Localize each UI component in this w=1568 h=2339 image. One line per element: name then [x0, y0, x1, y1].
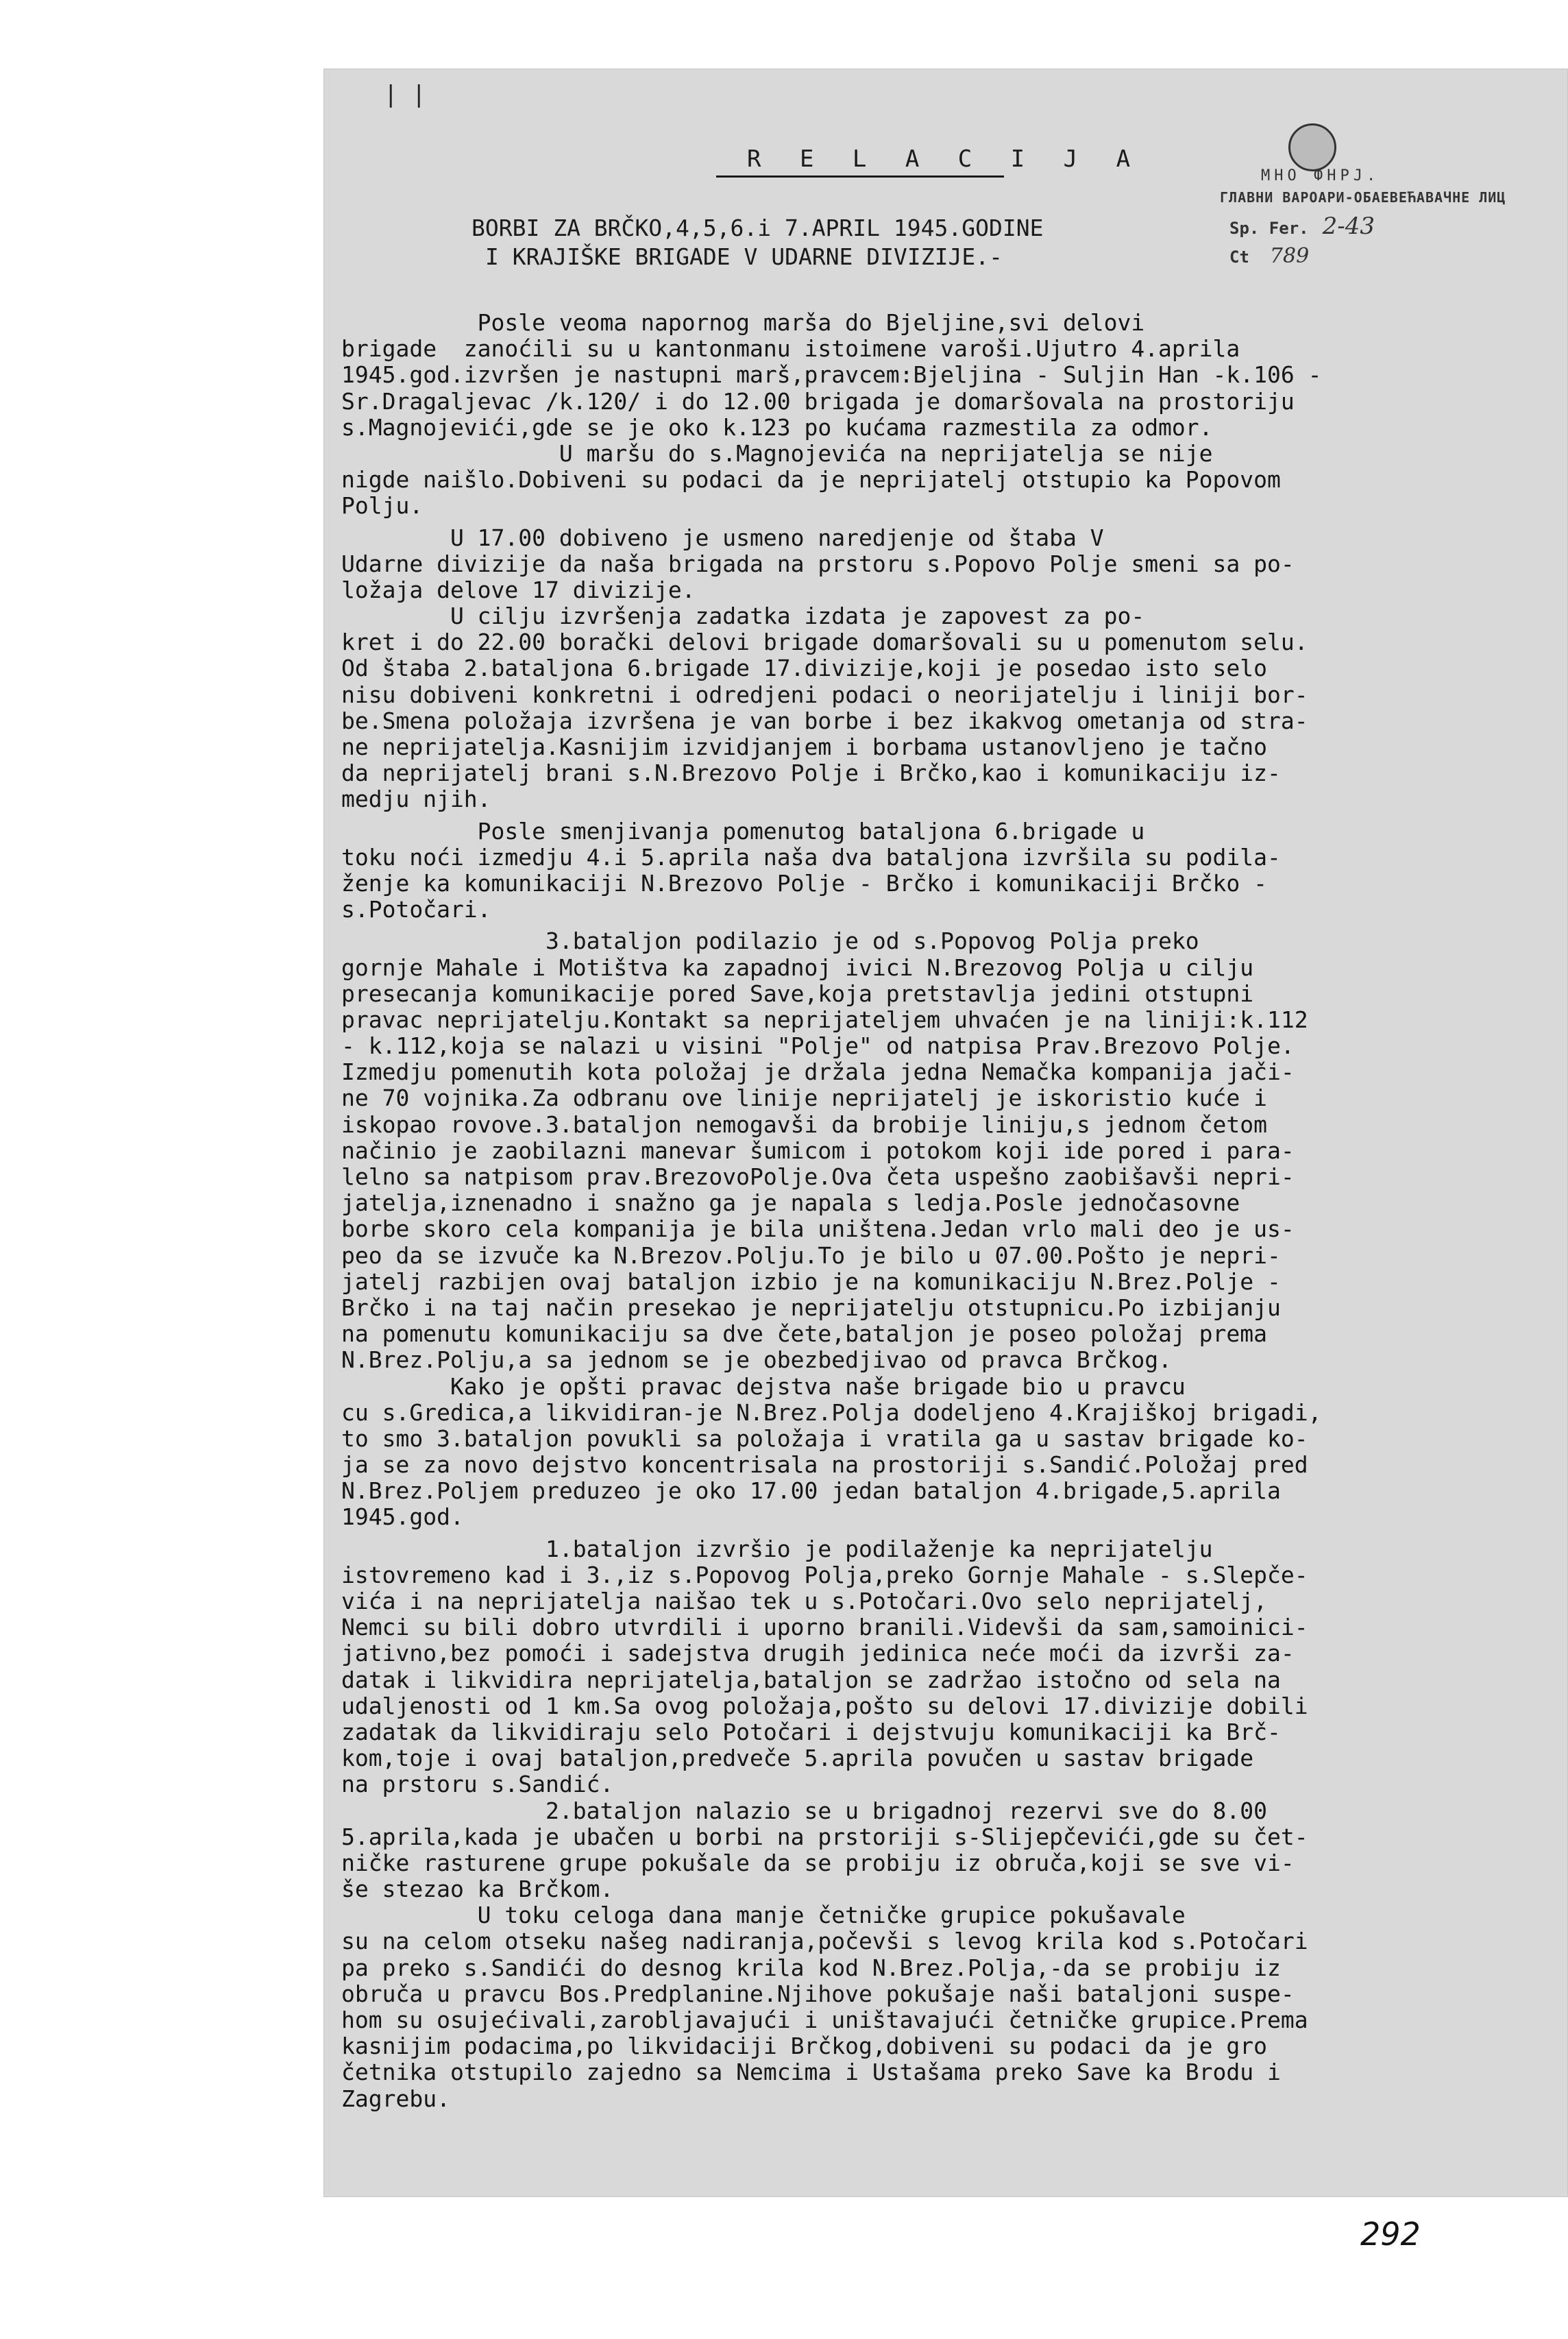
body-line: ženje ka komunikaciji N.Brezovo Polje - Brčko i komunikaciji Brčko -	[341, 869, 1268, 897]
body-line: - k.112,koja se nalazi u visini "Polje" od natpisa Prav.Brezovo Polje.	[341, 1032, 1295, 1060]
body-line: Brčko i na taj način presekao je neprijatelju otstupnicu.Po izbijanju	[341, 1294, 1281, 1321]
body-line: iskopao rovove.3.bataljon nemogavši da brobije liniju,s jednom četom	[341, 1111, 1268, 1138]
body-line: Nemci su bili dobro utvrdili i uporno branili.Videvši da sam,samoinici-	[341, 1614, 1308, 1641]
body-line: jatelja,iznenadno i snažno ga je napala s ledja.Posle jednočasovne	[341, 1189, 1240, 1217]
body-line: Polju.	[341, 492, 424, 520]
stamp-label: Sp. Fer.	[1229, 219, 1309, 238]
body-line: udaljenosti od 1 km.Sa ovog položaja,pošto su delovi 17.divizije dobili	[341, 1692, 1308, 1719]
body-line: medju njih.	[341, 786, 491, 813]
body-line: brigade zanoćili su u kantonmanu istoimene varoši.Ujutro 4.aprila	[341, 335, 1240, 363]
stamp-line	[1229, 244, 1309, 268]
body-line: na prstoru s.Sandić.	[341, 1771, 614, 1798]
body-line: gornje Mahale i Motištva ka zapadnoj ivici N.Brezovog Polja u cilju	[341, 954, 1254, 981]
body-line: nigde naišlo.Dobiveni su podaci da je neprijatelj otstupio ka Popovom	[341, 466, 1281, 494]
body-line: toku noći izmedju 4.i 5.aprila naša dva bataljona izvršila su podila-	[341, 843, 1281, 871]
body-line: cu s.Gredica,a likvidiran-je N.Brez.Polja dodeljeno 4.Krajiškoj brigadi,	[341, 1398, 1322, 1426]
body-line: 1.bataljon izvršio je podilaženje ka neprijatelju	[341, 1535, 1213, 1562]
body-line: zadatak da likvidiraju selo Potočari i dejstvuju komunikaciji ka Brč-	[341, 1718, 1281, 1745]
body-line: ničke rasturene grupe pokušale da se probiju iz obruča,koji se sve vi-	[341, 1849, 1295, 1876]
body-line: 1945.god.izvršen je nastupni marš,pravcem:Bjeljina - Suljin Han -k.106 -	[341, 361, 1322, 389]
body-line: Izmedju pomenutih kota položaj je držala jedna Nemačka kompanija jači-	[341, 1058, 1295, 1086]
stamp-line: ГЛАВНИ ВАРОАРИ-ОБАЕВЕЋАВАЧНЕ ЛИЦ	[1220, 189, 1506, 206]
emblem-icon	[1288, 123, 1336, 171]
stamp-handwritten-value: 2-43	[1322, 213, 1375, 240]
body-line: borbe skoro cela kompanija je bila uništena.Jedan vrlo mali deo je us-	[341, 1215, 1295, 1243]
body-line: N.Brez.Poljem preduzeo je oko 17.00 jedan bataljon 4.brigade,5.aprila	[341, 1477, 1281, 1505]
body-line: U maršu do s.Magnojevića na neprijatelja se nije	[341, 439, 1213, 467]
body-line: Zagrebu.	[341, 2085, 450, 2112]
body-line: 5.aprila,kada je ubačen u borbi na prstoriji s-Slijepčevići,gde su čet-	[341, 1823, 1308, 1850]
document-title: R E L A C I J A	[747, 145, 1143, 173]
body-line: vića i na neprijatelja naišao tek u s.Potočari.Ovo selo neprijatelj,	[341, 1588, 1268, 1614]
body-line: be.Smena položaja izvršena je van borbe i bez ikakvog ometanja od stra-	[341, 707, 1308, 734]
stamp-line: MHO ФHPJ.	[1261, 167, 1380, 184]
body-line: četnika otstupilo zajedno sa Nemcima i Ustašama preko Save ka Brodu i	[341, 2059, 1281, 2086]
body-line: Sr.Dragaljevac /k.120/ i do 12.00 brigada je domaršovala na prostoriju	[341, 387, 1295, 415]
document-subtitle	[471, 214, 1191, 271]
body-line: to smo 3.bataljon povukli sa položaja i vratila ga u sastav brigade ko-	[341, 1425, 1308, 1452]
body-line: Posle smenjivanja pomenutog bataljona 6.brigade u	[341, 817, 1145, 845]
body-line: 1945.god.	[341, 1503, 464, 1531]
body-line: jativno,bez pomoći i sadejstva drugih jedinica neće moći da izvrši za-	[341, 1640, 1295, 1667]
body-line: ne 70 vojnika.Za odbranu ove linije neprijatelj je iskoristio kuće i	[341, 1084, 1268, 1112]
body-line: U toku celoga dana manje četničke grupice pokušavale	[341, 1902, 1186, 1929]
body-line: U cilju izvršenja zadatka izdata je zapovest za po-	[341, 603, 1145, 630]
body-line: s.Magnojevići,gde se je oko k.123 po kućama razmestila za odmor.	[341, 413, 1213, 441]
body-line: na pomenutu komunikaciju sa dve čete,bataljon je poseo položaj prema	[341, 1320, 1268, 1348]
body-line: lelno sa natpisom prav.BrezovoPolje.Ova četa uspešno zaobišavši nepri-	[341, 1163, 1295, 1190]
body-line: su na celom otseku našeg nadiranja,počevši s levog krila kod s.Potočari	[341, 1928, 1308, 1955]
body-line: Kako je opšti pravac dejstva naše brigade bio u pravcu	[341, 1372, 1186, 1400]
body-line: pravac neprijatelju.Kontakt sa neprijateljem uhvaćen je na liniji:k.112	[341, 1006, 1308, 1033]
body-line: N.Brez.Polju,a sa jednom se je obezbedjivao od pravca Brčkog.	[341, 1346, 1172, 1374]
page-number: 292	[1360, 2216, 1421, 2253]
document-body	[341, 310, 1520, 2112]
body-line: ne neprijatelja.Kasnijim izvidjanjem i borbama ustanovljeno je tačno	[341, 734, 1268, 760]
body-line: kom,toje i ovaj bataljon,predveče 5.aprila povučen u sastav brigade	[341, 1745, 1254, 1772]
body-line: pa preko s.Sandići do desnog krila kod N.Brez.Polja,-da se probiju iz	[341, 1954, 1281, 1981]
body-line: Posle veoma napornog marša do Bjeljine,svi delovi	[341, 309, 1145, 336]
margin-ticks: | |	[384, 81, 426, 108]
body-line: peo da se izvuče ka N.Brezov.Polju.To je bilo u 07.00.Pošto je nepri-	[341, 1241, 1281, 1269]
body-line: da neprijatelj brani s.N.Brezovo Polje i Brčko,kao i komunikaciju iz-	[341, 760, 1281, 787]
body-line: 2.bataljon nalazio se u brigadnoj rezervi sve do 8.00	[341, 1797, 1268, 1824]
body-line: presecanja komunikacije pored Save,koja pretstavlja jedini otstupni	[341, 980, 1254, 1007]
body-line: s.Potočari.	[341, 896, 491, 923]
body-line: nisu dobiveni konkretni i odredjeni podaci o neorijatelju i liniji bor-	[341, 681, 1308, 708]
title-underline	[716, 175, 1004, 178]
body-line: datak i likvidira neprijatelja,bataljon se zadržao istočno od sela na	[341, 1666, 1281, 1693]
stamp-label: Ct	[1229, 247, 1249, 267]
body-line: Od štaba 2.bataljona 6.brigade 17.divizije,koji je posedao isto selo	[341, 655, 1268, 682]
body-line: kasnijim podacima,po likvidaciji Brčkog,dobiveni su podaci da je gro	[341, 2033, 1268, 2060]
body-line: 3.bataljon podilazio je od s.Popovog Polja preko	[341, 928, 1199, 955]
stamp-handwritten-value: 789	[1269, 244, 1310, 268]
body-line: obruča u pravcu Bos.Predplanine.Njihove pokušaje naši bataljoni suspe-	[341, 1980, 1295, 2007]
archive-stamp	[1220, 123, 1506, 288]
stamp-line	[1229, 213, 1375, 240]
body-line: načinio je zaobilazni manevar šumicom i potokom koji ide pored i para-	[341, 1137, 1295, 1164]
body-line: jatelj razbijen ovaj bataljon izbio je na komunikaciju N.Brez.Polje -	[341, 1268, 1281, 1295]
body-line: še stezao ka Brčkom.	[341, 1876, 614, 1903]
body-line: Udarne divizije da naša brigada na prstoru s.Popovo Polje smeni sa po-	[341, 550, 1295, 577]
body-line: ložaja delove 17 divizije.	[341, 576, 696, 603]
body-line: ja se za novo dejstvo koncentrisala na prostoriji s.Sandić.Položaj pred	[341, 1451, 1308, 1479]
subtitle-line: I KRAJIŠKE BRIGADE V UDARNE DIVIZIJE.-	[485, 243, 1003, 270]
body-line: kret i do 22.00 borački delovi brigade domaršovali su u pomenutom selu.	[341, 629, 1308, 656]
body-line: hom su osujećivali,zarobljavajući i uništavajući četničke grupice.Prema	[341, 2007, 1308, 2033]
subtitle-line: BORBI ZA BRČKO,4,5,6.i 7.APRIL 1945.GODINE	[471, 215, 1044, 241]
body-line: U 17.00 dobiveno je usmeno naredjenje od štaba V	[341, 524, 1104, 551]
body-line: istovremeno kad i 3.,iz s.Popovog Polja,preko Gornje Mahale - s.Slepče-	[341, 1561, 1308, 1588]
